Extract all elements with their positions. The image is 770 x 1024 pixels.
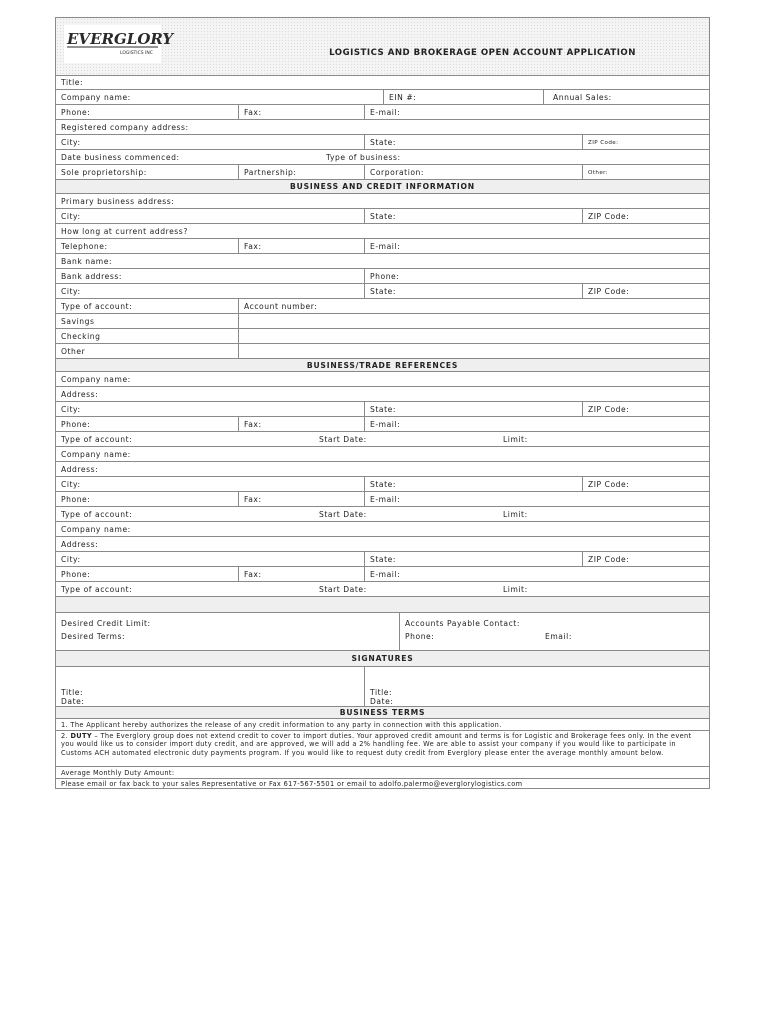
registered-address-label: Registered company address: xyxy=(61,123,189,132)
ein-field[interactable] xyxy=(383,90,543,104)
sig-date-right-label: Date: xyxy=(370,697,394,706)
ref1-limit-label: Limit: xyxy=(503,435,528,444)
ref3-account-label: Type of account: xyxy=(61,585,133,594)
ref3-zip-field[interactable] xyxy=(582,552,709,566)
ref2-city-label: City: xyxy=(61,480,81,489)
avg-duty-label: Average Monthly Duty Amount: xyxy=(61,769,175,777)
sig-date-left-label: Date: xyxy=(61,697,85,706)
ref1-start-date-label: Start Date: xyxy=(319,435,367,444)
other-account-value[interactable] xyxy=(238,344,709,358)
fax-field[interactable] xyxy=(238,105,364,119)
bank-zip-label: ZIP Code: xyxy=(588,287,630,296)
type-of-business-label: Type of business: xyxy=(326,153,401,162)
terms-item-2-number: 2. xyxy=(61,732,71,740)
ref2-phone-label: Phone: xyxy=(61,495,91,504)
row-registered-address[interactable] xyxy=(56,120,709,135)
primary-state-label: State: xyxy=(370,212,396,221)
bank-phone-field[interactable] xyxy=(364,269,709,283)
primary-state-field[interactable] xyxy=(364,209,582,223)
row-how-long[interactable] xyxy=(56,224,709,239)
ref3-address-row[interactable] xyxy=(56,537,709,552)
ref3-state-label: State: xyxy=(370,555,396,564)
row-bank-address[interactable] xyxy=(56,269,709,284)
ref2-state-field[interactable] xyxy=(364,477,582,491)
telephone-label: Telephone: xyxy=(61,242,108,251)
ref1-phone-label: Phone: xyxy=(61,420,91,429)
desired-terms-label: Desired Terms: xyxy=(61,632,126,641)
ref1-state-label: State: xyxy=(370,405,396,414)
ref1-city-label: City: xyxy=(61,405,81,414)
terms-item-1: 1. The Applicant hereby authorizes the release of any credit information to any party in connection with this application. xyxy=(61,721,502,729)
signature-right-field[interactable] xyxy=(364,667,709,706)
ref3-company-label: Company name: xyxy=(61,525,131,534)
credit-email-label: E-mail: xyxy=(370,242,401,251)
primary-zip-label: ZIP Code: xyxy=(588,212,630,221)
credit-email-field[interactable] xyxy=(364,239,709,253)
ap-contact-label: Accounts Payable Contact: xyxy=(405,619,520,628)
corporation-field[interactable] xyxy=(364,165,582,179)
bank-name-label: Bank name: xyxy=(61,257,113,266)
ref1-account-row[interactable] xyxy=(56,432,709,447)
other-field[interactable] xyxy=(582,165,709,179)
row-company-name[interactable] xyxy=(56,90,709,105)
ref3-zip-label: ZIP Code: xyxy=(588,555,630,564)
account-type-label: Type of account: xyxy=(61,302,133,311)
ref2-account-row[interactable] xyxy=(56,507,709,522)
desired-credit-block[interactable] xyxy=(56,613,709,651)
ap-contact-field[interactable] xyxy=(399,613,709,650)
ref2-account-label: Type of account: xyxy=(61,510,133,519)
fax-label: Fax: xyxy=(244,108,262,117)
ref2-email-field[interactable] xyxy=(364,492,709,506)
primary-zip-field[interactable] xyxy=(582,209,709,223)
ref2-email-label: E-mail: xyxy=(370,495,401,504)
email-field[interactable] xyxy=(364,105,709,119)
city-label: City: xyxy=(61,138,81,147)
ref1-zip-field[interactable] xyxy=(582,402,709,416)
ref1-fax-field[interactable] xyxy=(238,417,364,431)
email-label: E-mail: xyxy=(370,108,401,117)
state-field[interactable] xyxy=(364,135,582,149)
ap-email-label: Email: xyxy=(545,632,572,641)
ref1-account-label: Type of account: xyxy=(61,435,133,444)
row-title[interactable] xyxy=(56,75,709,90)
ref1-phone-row[interactable] xyxy=(56,417,709,432)
ref3-city-row[interactable] xyxy=(56,552,709,567)
signatures-section-header xyxy=(56,651,709,667)
terms-item-2 xyxy=(61,732,701,757)
signatures-section-title: SIGNATURES xyxy=(351,654,414,663)
ref1-zip-label: ZIP Code: xyxy=(588,405,630,414)
ref2-zip-label: ZIP Code: xyxy=(588,480,630,489)
primary-address-label: Primary business address: xyxy=(61,197,175,206)
bank-phone-label: Phone: xyxy=(370,272,400,281)
row-telephone[interactable] xyxy=(56,239,709,254)
application-form xyxy=(55,17,710,789)
terms-section-header xyxy=(56,707,709,719)
sig-title-right-label: Title: xyxy=(370,688,393,697)
account-number-field[interactable] xyxy=(238,299,709,313)
credit-fax-field[interactable] xyxy=(238,239,364,253)
ref1-company-row[interactable] xyxy=(56,372,709,387)
row-savings[interactable] xyxy=(56,314,709,329)
row-primary-address[interactable] xyxy=(56,194,709,209)
row-date-commenced[interactable] xyxy=(56,150,709,165)
ref3-fax-label: Fax: xyxy=(244,570,262,579)
other-label: Other: xyxy=(588,170,609,176)
row-other-account[interactable] xyxy=(56,344,709,359)
ref3-phone-row[interactable] xyxy=(56,567,709,582)
bank-address-label: Bank address: xyxy=(61,272,123,281)
ref2-fax-field[interactable] xyxy=(238,492,364,506)
ref3-address-label: Address: xyxy=(61,540,99,549)
footer-contact: Please email or fax back to your sales Representative or Fax 617-567-5501 or email to adolfo.palermo@everglorylogistics.com xyxy=(61,780,523,788)
zip-label: ZIP Code: xyxy=(588,140,619,146)
zip-field[interactable] xyxy=(582,135,709,149)
ref1-address-row[interactable] xyxy=(56,387,709,402)
ref2-start-date-label: Start Date: xyxy=(319,510,367,519)
sig-title-left-label: Title: xyxy=(61,688,84,697)
ref3-company-row[interactable] xyxy=(56,522,709,537)
row-city[interactable] xyxy=(56,135,709,150)
ref3-limit-label: Limit: xyxy=(503,585,528,594)
ref3-phone-label: Phone: xyxy=(61,570,91,579)
references-section-header xyxy=(56,359,709,372)
annual-sales-field[interactable] xyxy=(543,90,709,104)
checking-label: Checking xyxy=(61,332,101,341)
date-commenced-label: Date business commenced: xyxy=(61,153,180,162)
desired-credit-limit-label: Desired Credit Limit: xyxy=(61,619,151,628)
sole-prop-label: Sole proprietorship: xyxy=(61,168,147,177)
spacer-row xyxy=(56,597,709,613)
ref2-company-row[interactable] xyxy=(56,447,709,462)
ref1-email-field[interactable] xyxy=(364,417,709,431)
ref2-zip-field[interactable] xyxy=(582,477,709,491)
signature-block[interactable] xyxy=(56,667,709,707)
terms-item-2-heading: DUTY xyxy=(70,732,92,740)
ein-label: EIN #: xyxy=(389,93,417,102)
annual-sales-label: Annual Sales: xyxy=(553,93,612,102)
partnership-label: Partnership: xyxy=(244,168,297,177)
company-name-label: Company name: xyxy=(61,93,131,102)
ap-phone-label: Phone: xyxy=(405,632,435,641)
ref1-city-row[interactable] xyxy=(56,402,709,417)
ref3-city-label: City: xyxy=(61,555,81,564)
corporation-label: Corporation: xyxy=(370,168,425,177)
references-section-title: BUSINESS/TRADE REFERENCES xyxy=(306,361,459,370)
ref1-fax-label: Fax: xyxy=(244,420,262,429)
ref1-email-label: E-mail: xyxy=(370,420,401,429)
ref1-company-label: Company name: xyxy=(61,375,131,384)
credit-section-header xyxy=(56,180,709,194)
row-bank-name[interactable] xyxy=(56,254,709,269)
credit-section-title: BUSINESS AND CREDIT INFORMATION xyxy=(290,182,475,191)
terms-section-title: BUSINESS TERMS xyxy=(339,708,426,717)
primary-city-label: City: xyxy=(61,212,81,221)
ref3-fax-field[interactable] xyxy=(238,567,364,581)
row-primary-city[interactable] xyxy=(56,209,709,224)
partnership-field[interactable] xyxy=(238,165,364,179)
other-account-label: Other xyxy=(61,347,86,356)
account-number-label: Account number: xyxy=(244,302,318,311)
row-business-type[interactable] xyxy=(56,165,709,180)
svg-text:EVERGLORY: EVERGLORY xyxy=(67,30,174,48)
bank-state-label: State: xyxy=(370,287,396,296)
state-label: State: xyxy=(370,138,396,147)
checking-value[interactable] xyxy=(238,329,709,343)
phone-label: Phone: xyxy=(61,108,91,117)
terms-item-2-text: – The Everglory group does not extend credit to cover to import duties. Your approved credit amount and terms is for Logistic and Brokerage fees only. In the event you would like us to consider import duty credit, and are approved, we will add a 2% handling fee. We are able to assist your company if you would like to participate in Customs ACH automated electronic duty payments program. If you would like to request duty credit from Everglory please enter the average monthly amount below. xyxy=(61,732,692,757)
ref2-phone-row[interactable] xyxy=(56,492,709,507)
ref2-city-row[interactable] xyxy=(56,477,709,492)
bank-zip-field[interactable] xyxy=(582,284,709,298)
bank-city-label: City: xyxy=(61,287,81,296)
ref3-email-field[interactable] xyxy=(364,567,709,581)
terms-item-2-row xyxy=(56,731,709,767)
terms-item-1-row xyxy=(56,719,709,731)
ref2-address-row[interactable] xyxy=(56,462,709,477)
how-long-label: How long at current address? xyxy=(61,227,188,236)
ref1-address-label: Address: xyxy=(61,390,99,399)
title-label: Title: xyxy=(61,78,84,87)
avg-duty-row[interactable] xyxy=(56,767,709,779)
row-checking[interactable] xyxy=(56,329,709,344)
ref2-limit-label: Limit: xyxy=(503,510,528,519)
ref3-email-label: E-mail: xyxy=(370,570,401,579)
ref1-state-field[interactable] xyxy=(364,402,582,416)
ref2-address-label: Address: xyxy=(61,465,99,474)
ref3-account-row[interactable] xyxy=(56,582,709,597)
ref3-start-date-label: Start Date: xyxy=(319,585,367,594)
savings-value[interactable] xyxy=(238,314,709,328)
ref2-company-label: Company name: xyxy=(61,450,131,459)
form-title: LOGISTICS AND BROKERAGE OPEN ACCOUNT APPLICATION xyxy=(329,48,636,58)
svg-text:LOGISTICS INC: LOGISTICS INC xyxy=(120,51,153,56)
footer-row xyxy=(56,779,709,790)
row-bank-city[interactable] xyxy=(56,284,709,299)
row-phone[interactable] xyxy=(56,105,709,120)
form-header xyxy=(56,18,709,76)
ref2-fax-label: Fax: xyxy=(244,495,262,504)
credit-fax-label: Fax: xyxy=(244,242,262,251)
ref3-state-field[interactable] xyxy=(364,552,582,566)
savings-label: Savings xyxy=(61,317,95,326)
bank-state-field[interactable] xyxy=(364,284,582,298)
ref2-state-label: State: xyxy=(370,480,396,489)
row-account-type[interactable] xyxy=(56,299,709,314)
